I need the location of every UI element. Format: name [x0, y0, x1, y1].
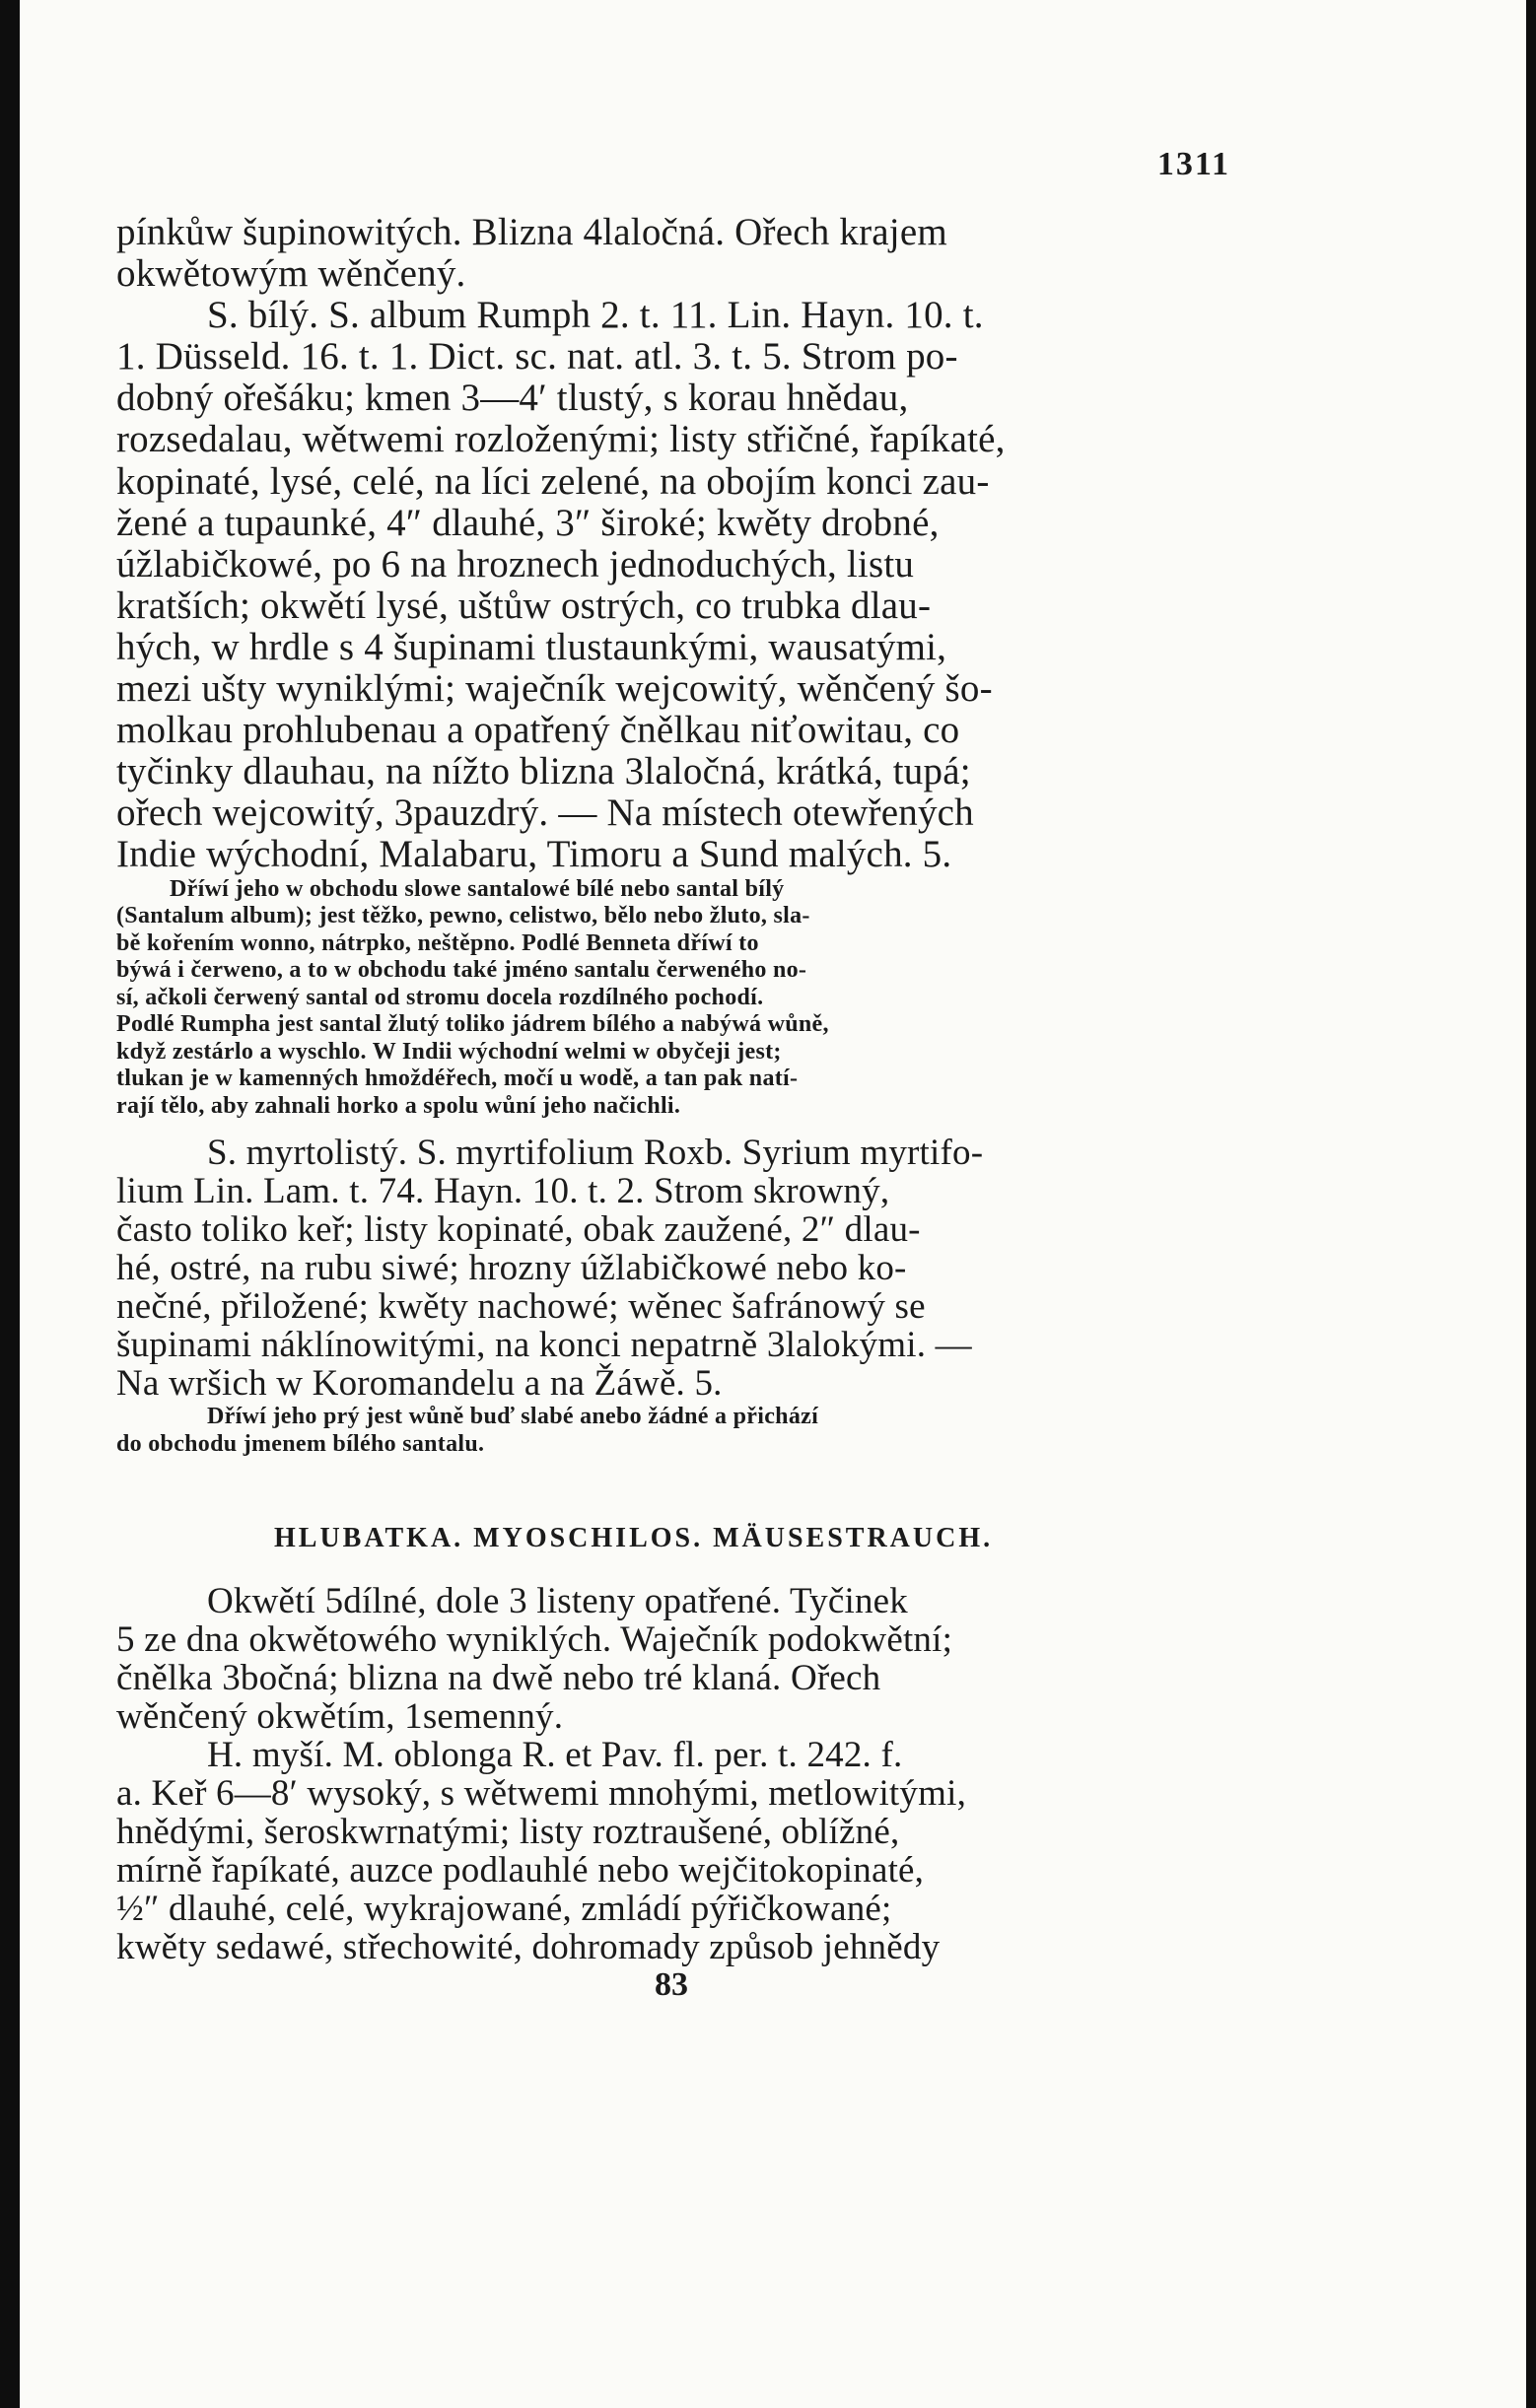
- text-line: čnělka 3bočná; blizna na dwě nebo tré klaná. Ořech: [116, 1658, 881, 1698]
- text-line: žené a tupaunké, 4″ dlauhé, 3″ široké; kwěty drobné,: [116, 501, 940, 544]
- paragraph-santalum-album: [116, 212, 1226, 876]
- text-line: šupinami náklínowitými, na konci nepatrně 3lalokými. —: [116, 1325, 972, 1365]
- text-line: H. myší. M. oblonga R. et Pav. fl. per. t. 242. f.: [207, 1735, 903, 1775]
- text-line: 1. Düsseld. 16. t. 1. Dict. sc. nat. atl. 3. t. 5. Strom po-: [116, 335, 958, 378]
- text-line: kopinaté, lysé, celé, na líci zelené, na obojím konci zau-: [116, 459, 990, 503]
- note-line: Dříwí jeho w obchodu slowe santalowé bílé nebo santal bílý: [170, 875, 785, 902]
- note-line: sí, ačkoli čerwený santal od stromu docela rozdílného pochodí.: [116, 984, 764, 1010]
- text-line: wěnčený okwětím, 1semenný.: [116, 1696, 564, 1737]
- book-page: [20, 0, 1526, 2408]
- text-line: mírně řapíkaté, auzce podlauhlé nebo wejčitokopinaté,: [116, 1850, 925, 1891]
- note-myrtifolium-wood: [116, 1403, 1226, 1458]
- text-line: hnědými, šeroskwrnatými; listy roztraušené, oblížné,: [116, 1812, 900, 1852]
- note-santal-wood: [116, 876, 1226, 1121]
- text-line: často toliko keř; listy kopinaté, obak zaužené, 2″ dlau-: [116, 1209, 921, 1250]
- text-line: hých, w hrdle s 4 šupinami tlustaunkými, wausatými,: [116, 625, 947, 668]
- text-line: kwěty sedawé, střechowité, dohromady způsob jehnědy: [116, 1927, 941, 1967]
- text-line: ½″ dlauhé, celé, wykrajowané, zmládí pýřičkowané;: [116, 1889, 892, 1929]
- text-line: 5 ze dna okwětowého wyniklých. Waječník podokwětní;: [116, 1619, 953, 1660]
- text-line: lium Lin. Lam. t. 74. Hayn. 10. t. 2. Strom skrowný,: [116, 1171, 890, 1211]
- text-line: úžlabičkowé, po 6 na hroznech jednoduchých, listu: [116, 542, 915, 585]
- text-line: ořech wejcowitý, 3pauzdrý. — Na místech otewřených: [116, 791, 974, 835]
- note-line: (Santalum album); jest těžko, pewno, celistwo, bělo nebo žluto, sla-: [116, 903, 810, 929]
- text-line: molkau prohlubenau a opatřený čnělkau niťowitau, co: [116, 709, 960, 752]
- text-line: tyčinky dlauhau, na nížto blizna 3laločná, krátká, tupá;: [116, 750, 971, 793]
- paragraph-myoschilos: [116, 1582, 1226, 1966]
- page-number: 1311: [1156, 146, 1230, 182]
- text-line: hé, ostré, na rubu siwé; hrozny úžlabičkowé nebo ko-: [116, 1248, 907, 1288]
- note-line: Podlé Rumpha jest santal žlutý toliko jádrem bílého a nabýwá wůně,: [116, 1011, 829, 1037]
- note-line: býwá i čerweno, a to w obchodu také jméno santalu čerweného no-: [116, 957, 807, 983]
- text-line: dobný ořešáku; kmen 3—4′ tlustý, s korau hnědau,: [116, 377, 909, 420]
- text-line: Indie wýchodní, Malabaru, Timoru a Sund malých. 5.: [116, 833, 952, 876]
- text-line: nečné, přiložené; kwěty nachowé; wěnec šafránowý se: [116, 1286, 926, 1327]
- note-line: do obchodu jmenem bílého santalu.: [116, 1431, 485, 1457]
- text-line: rozsedalau, wětwemi rozloženými; listy střičné, řapíkaté,: [116, 418, 1006, 461]
- text-line: mezi ušty wyniklými; waječník wejcowitý, wěnčený šo-: [116, 667, 993, 711]
- text-line: kratších; okwětí lysé, uštůw ostrých, co trubka dlau-: [116, 584, 932, 627]
- note-line: Dříwí jeho prý jest wůně buď slabé anebo žádné a přichází: [207, 1404, 819, 1429]
- note-line: když zestárlo a wyschlo. W Indii wýchodní welmi w obyčeji jest;: [116, 1038, 782, 1065]
- signature-mark: 83: [655, 1966, 688, 2003]
- note-line: rají tělo, aby zahnali horko a spolu wůní jeho načichli.: [116, 1092, 681, 1119]
- genus-heading: HLUBATKA. MYOSCHILOS. MÄUSESTRAUCH.: [274, 1523, 994, 1553]
- text-line: Okwětí 5dílné, dole 3 listeny opatřené. Tyčinek: [207, 1581, 909, 1621]
- text-line: okwětowým wěnčený.: [116, 252, 466, 296]
- note-line: tlukan je w kamenných hmoždéřech, močí u wodě, a tan pak natí-: [116, 1066, 799, 1091]
- text-line: a. Keř 6—8′ wysoký, s wětwemi mnohými, metlowitými,: [116, 1773, 967, 1814]
- text-line: pínkůw šupinowitých. Blizna 4laločná. Ořech krajem: [116, 211, 947, 253]
- paragraph-santalum-myrtifolium: [116, 1134, 1226, 1403]
- note-line: bě kořením wonno, nátrpko, neštěpno. Podlé Benneta dříwí to: [116, 929, 759, 956]
- text-column: [116, 212, 1226, 2004]
- text-line: S. bílý. S. album Rumph 2. t. 11. Lin. Hayn. 10. t.: [207, 294, 984, 337]
- text-line: Na wršich w Koromandelu a na Žáwě. 5.: [116, 1363, 723, 1404]
- text-line: S. myrtolistý. S. myrtifolium Roxb. Syrium myrtifo-: [207, 1133, 984, 1173]
